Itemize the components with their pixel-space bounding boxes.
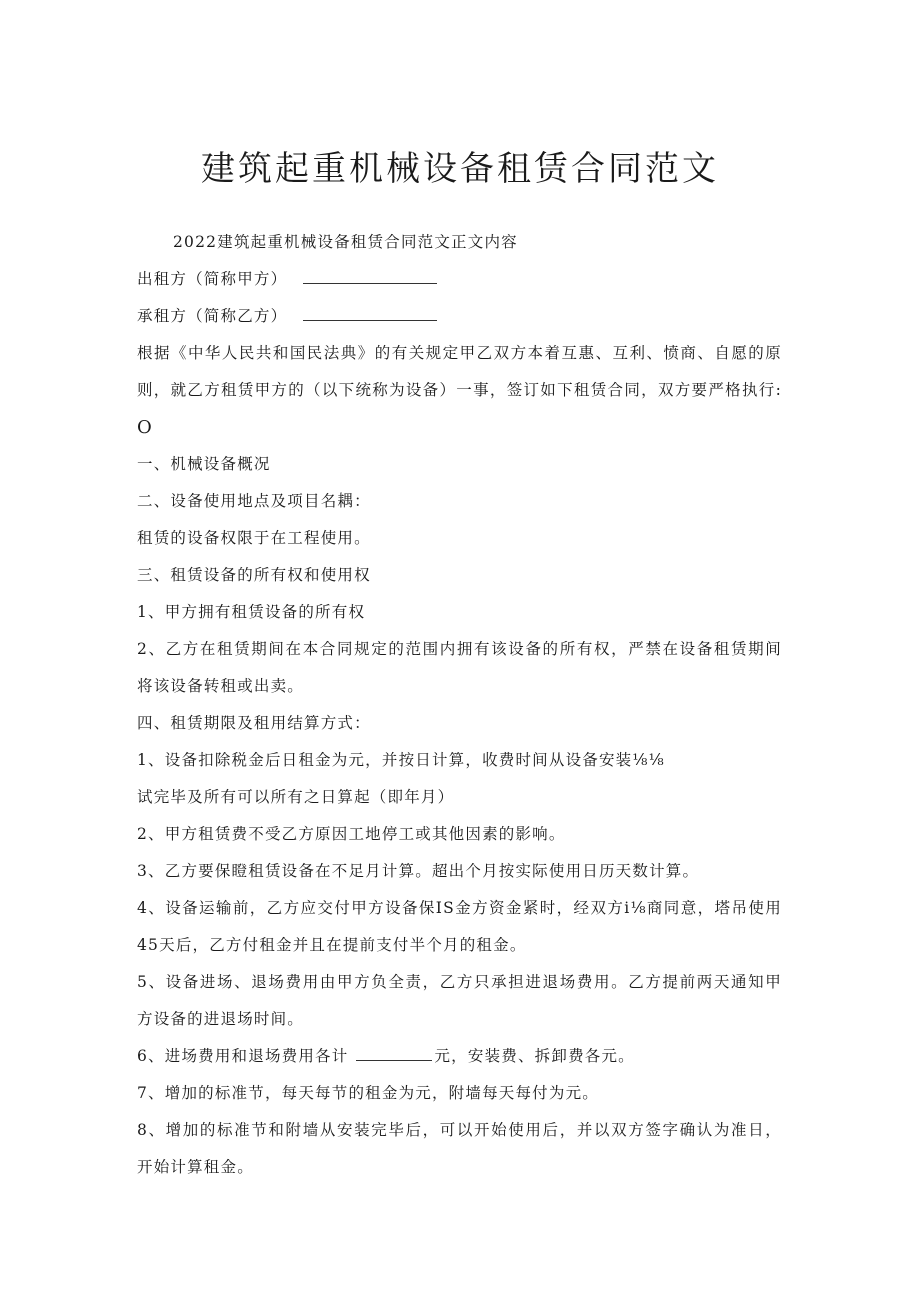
- clause-4-6-post: 元，安装费、拆卸费各元。: [434, 1047, 635, 1065]
- clause-4-2: 2、甲方租赁费不受乙方原因工地停工或其他因素的影响。: [137, 825, 566, 843]
- lessee-label: 承租方（简称乙方）: [137, 307, 288, 325]
- fee-blank: [356, 1042, 432, 1061]
- clause-4-5-line-2: 方设备的进退场时间。: [137, 1010, 305, 1028]
- clause-4-1-line-2: 试完毕及所有可以所有之日算起（即年月）: [137, 788, 455, 806]
- clause-4-8-line-1: 8、增加的标准节和附墙从安装完毕后，可以开始使用后，并以双方签字确认为准日，: [137, 1121, 782, 1139]
- section-heading-4: 四、租赁期限及租用结算方式：: [137, 714, 371, 732]
- lessor-label: 出租方（简称甲方）: [137, 270, 288, 288]
- clause-4-3: 3、乙方要保瞪租赁设备在不足月计算。超出个月按实际使用日历天数计算。: [137, 862, 700, 880]
- clause-3-2-line-2: 将该设备转租或出卖。: [137, 677, 305, 695]
- subtitle: 2022建筑起重机械设备租赁合同范文正文内容: [173, 233, 518, 251]
- intro-line-3: O: [137, 417, 153, 438]
- clause-4-1-line-1: 1、设备扣除税金后日租金为元，并按日计算，收费时间从设备安装⅛⅛: [137, 751, 665, 769]
- intro-line-2: 则，就乙方租赁甲方的（以下统称为设备）一事，签订如下租赁合同，双方要严格执行:: [137, 381, 782, 399]
- clause-4-7: 7、增加的标准节，每天每节的租金为元，附墙每天每付为元。: [137, 1084, 599, 1102]
- clause-3-2-line-1: 2、乙方在租赁期间在本合同规定的范围内拥有该设备的所有权，严禁在设备租赁期间: [137, 640, 782, 658]
- clause-4-6-pre: 6、进场费用和退场费用各计: [137, 1047, 349, 1065]
- clause-4-8-line-2: 开始计算租金。: [137, 1158, 254, 1176]
- clause-4-4-line-1: 4、设备运输前，乙方应交付甲方设备保IS金方资金紧时，经双方i⅛商同意，塔吊使用: [137, 899, 782, 917]
- lessee-line: [137, 298, 782, 335]
- section-heading-2: 二、设备使用地点及项目名耦：: [137, 492, 371, 510]
- lessor-blank: [303, 265, 437, 284]
- clause-3-1: 1、甲方拥有租赁设备的所有权: [137, 603, 366, 621]
- intro-line-1: 根据《中华人民共和国民法典》的有关规定甲乙双方本着互惠、互利、愤商、自愿的原: [137, 344, 782, 362]
- clause-4-4-line-2: 45天后，乙方付租金并且在提前支付半个月的租金。: [137, 936, 527, 954]
- lessor-line: [137, 261, 782, 298]
- clause-4-5-line-1: 5、设备进场、退场费用由甲方负全责，乙方只承担进退场费用。乙方提前两天通知甲: [137, 973, 782, 991]
- document-title: 建筑起重机械设备租赁合同范文: [201, 149, 719, 189]
- section-2-text: 租赁的设备权限于在工程使用。: [137, 529, 371, 547]
- document-body: [137, 224, 782, 1186]
- clause-4-6: [137, 1038, 782, 1075]
- section-heading-1: 一、机械设备概况: [137, 455, 271, 473]
- lessee-blank: [303, 302, 437, 321]
- section-heading-3: 三、租赁设备的所有权和使用权: [137, 566, 371, 584]
